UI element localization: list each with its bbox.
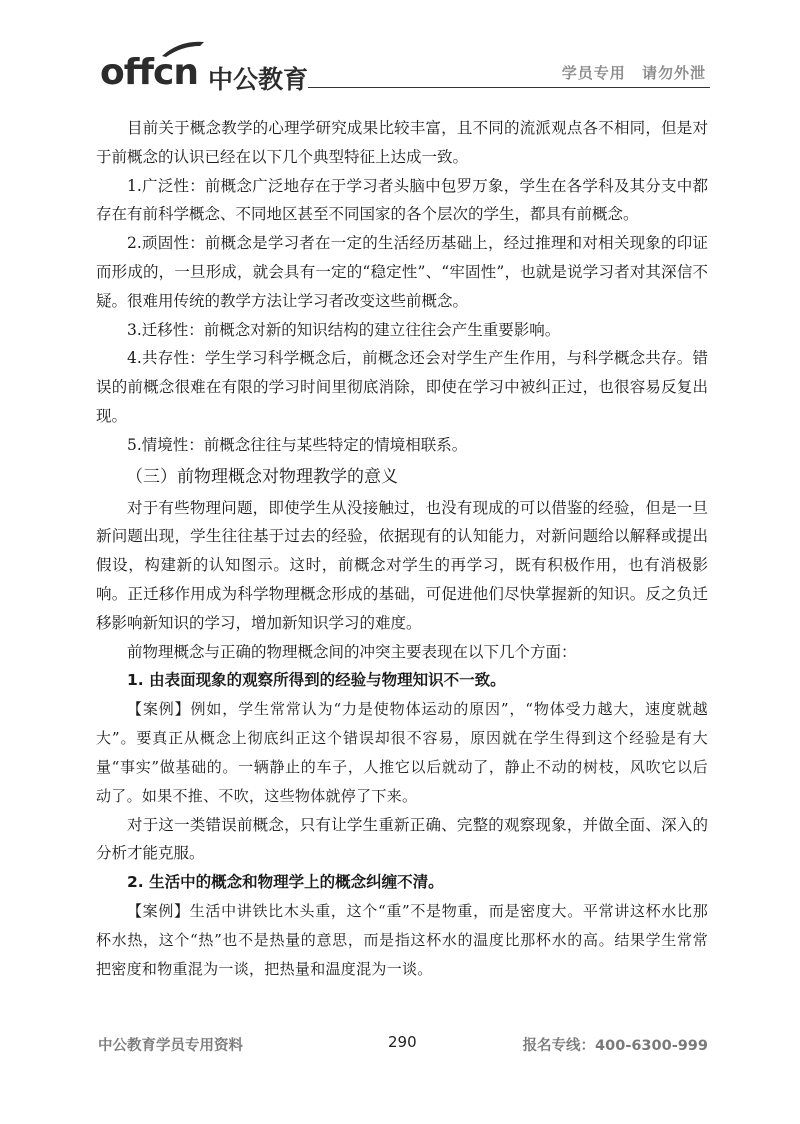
- subheading-2: 2. 生活中的概念和物理学上的概念纠缠不清。: [127, 873, 444, 892]
- section-heading: （三）前物理概念对物理教学的意义: [126, 466, 398, 487]
- case-example-1: 【案例】例如，学生常常认为“力是使物体运动的原因”，“物体受力越大，速度就越大”。要真正从概念上彻底纠正这个错误却很不容易，原因就在学生得到这个经验是有大量“事实”做基础的。一辆静止的车子，人推它以后就动了，静止不动的树枝，风吹它以后动了。如果不推、不吹，这些物体就停了下来。: [96, 700, 708, 805]
- paragraph-conflicts: 前物理概念与正确的物理概念间的冲突主要表现在以下几个方面：: [127, 642, 577, 661]
- page-header: [100, 38, 710, 94]
- footer-left: 中公教育学员专用资料: [98, 1038, 243, 1054]
- paragraph-feature-2: 2.顽固性：前概念是学习者在一定的生活经历基础上，经过推理和对相关现象的印证而形成的，一旦形成，就会具有一定的“稳定性”、“牢固性”，也就是说学习者对其深信不疑。很难用传统的教学方法让学习者改变这些前概念。: [96, 234, 708, 310]
- paragraph-significance: 对于有些物理问题，即使学生从没接触过，也没有现成的可以借鉴的经验，但是一旦新问题出现，学生往往基于过去的经验，依据现有的认知能力，对新问题给以解释或提出假设，构建新的认知图示。这时，前概念对学生的再学习，既有积极作用，也有消极影响。正迁移作用成为科学物理概念形成的基础，可促进他们尽快掌握新的知识。反之负迁移影响新知识的学习，增加新知识学习的难度。: [96, 498, 708, 632]
- paragraph-intro: 目前关于概念教学的心理学研究成果比较丰富，且不同的流派观点各不相同，但是对于前概念的认识已经在以下几个典型特征上达成一致。: [96, 119, 708, 166]
- paragraph-feature-4: 4.共存性：学生学习科学概念后，前概念还会对学生产生作用，与科学概念共存。错误的前概念很难在有限的学习时间里彻底消除，即使在学习中被纠正过，也很容易反复出现。: [96, 349, 708, 425]
- case-example-2: 【案例】生活中讲铁比木头重，这个“重”不是物重，而是密度大。平常讲这杯水比那杯水热，这个“热”也不是热量的意思，而是指这杯水的温度比那杯水的高。结果学生常常把密度和物重混为一谈，把热量和温度混为一谈。: [96, 902, 708, 978]
- header-note: 学员专用 请勿外泄: [561, 64, 706, 82]
- subheading-1: 1. 由表面现象的观察所得到的经验与物理知识不一致。: [127, 671, 506, 690]
- footer-hotline: 报名专线：400-6300-999: [522, 1038, 708, 1054]
- logo-text: offcn: [100, 52, 199, 93]
- paragraph-feature-1: 1.广泛性：前概念广泛地存在于学习者头脑中包罗万象，学生在各学科及其分支中都存在有前科学概念、不同地区甚至不同国家的各个层次的学生，都具有前概念。: [96, 176, 708, 224]
- paragraph-feature-3: 3.迁移性：前概念对新的知识结构的建立往往会产生重要影响。: [127, 320, 561, 339]
- paragraph-feature-5: 5.情境性：前概念往往与某些特定的情境相联系。: [127, 435, 468, 454]
- logo-chinese: 中公教育: [208, 65, 309, 94]
- header-rule: [308, 87, 710, 88]
- page-number: 290: [388, 1033, 417, 1051]
- page-content: [96, 114, 708, 984]
- paragraph-remedy: 对于这一类错误前概念，只有让学生重新正确、完整的观察现象，并做全面、深入的分析才能克服。: [96, 815, 708, 863]
